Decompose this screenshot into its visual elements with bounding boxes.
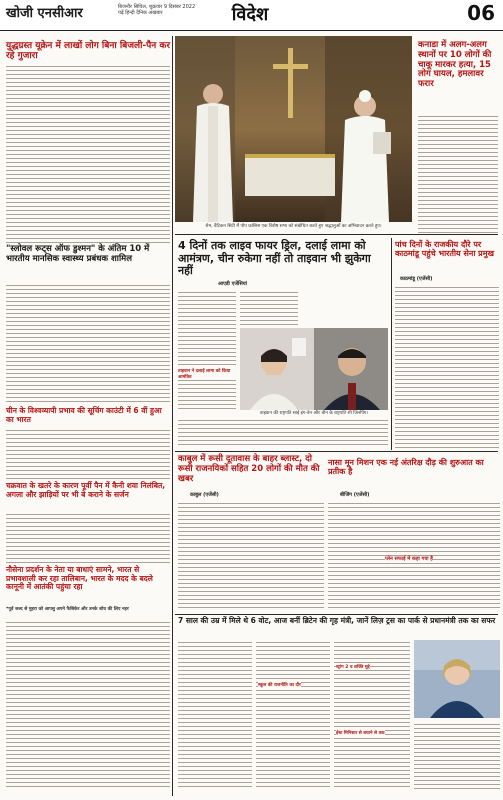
newspaper-brand: खोजी एनसीआर — [6, 6, 83, 21]
truss-body-2 — [256, 640, 330, 790]
truss-photo — [414, 640, 500, 718]
lower-rule — [175, 614, 498, 615]
army-headline: पांच दिनों के राजकीय दौरे पर काठमांडू पहुंचे भारतीय सेना प्रमुख — [395, 240, 495, 259]
story5-body — [6, 620, 170, 790]
kabul-headline: काबुल में रूसी दूतावास के बाहर ब्लास्ट, दो रूसी राजनयिकों सहित 20 लोगों की मौत की खबर — [178, 454, 320, 484]
taiwan-subhead: ताइवान ने दलाई लामा को किया आमंत्रित — [178, 368, 238, 380]
story3-headline: चीन के विश्वव्यापी प्रभाव की सूचिंग काउंटी में 6 वीं हुआ का भारत — [6, 406, 162, 424]
mid-vertical-rule — [391, 238, 392, 450]
army-byline: काठमांडू (एजेंसी) — [400, 276, 433, 282]
mid-rule-2 — [175, 451, 498, 452]
truss-body-3 — [334, 640, 410, 790]
truss-subhead-2: स्ट्रांग 2 व शक्ति मुद्दे — [336, 665, 370, 670]
masthead — [0, 0, 503, 31]
leaders-photo-caption: ताइवान की राष्ट्रपति साई इंग-वेन और चीन के राष्ट्रपति शी जिनपिंग। — [259, 411, 369, 416]
left-body-2 — [6, 283, 170, 405]
pope-photo — [175, 36, 412, 222]
taiwan-byline: आएडी एजेंसियां — [218, 281, 247, 287]
truss-body-1 — [178, 640, 252, 790]
nasa-subhead: प्लेन सफाई में कहा गया है — [385, 556, 433, 562]
truss-body-4 — [414, 722, 500, 790]
story5-headline: नौसेना प्रदर्शन के नेता या बाधाएं सामने, भारत से प्रभावशाली कर रहा तालिबान, भारत के मदद के बदले कानूनी में आतंकी पहुंचा रहा — [6, 565, 153, 592]
left-subhead: "स्लोवल रूट्स ऑफ डुश्मन" के अंतिम 10 में भारतीय मानसिक स्वास्थ्य प्रबंधक शामिल — [6, 244, 150, 264]
truss-photo-image — [414, 640, 500, 718]
taiwan-body-3 — [178, 418, 388, 448]
truss-right-subhead: ईस्ट मिनिस्टर से बचाने से तक — [336, 731, 385, 736]
section-title: विदेश — [231, 4, 269, 25]
left-headline: युद्धग्रस्त यूक्रेन में लाखों लोग बिना बिजली-पैन कर रहे गुजारा — [6, 41, 170, 62]
leaders-photo-image — [240, 328, 388, 410]
story4-headline: चक्रवात के खतरे के कारण पूर्वी पैन में कैनी शवा निलंबित, अगला और झाड़ियों पर भी बे कराने के सर्जन — [6, 481, 166, 499]
left-body-1 — [6, 64, 170, 244]
truss-subhead: स्कूल की राजनीति का दौर — [258, 683, 301, 688]
kabul-byline: काबुल (एजेंसी) — [190, 492, 219, 498]
pope-photo-caption: रोम, वैटिकन सिटी में पोप फ्रांसिस एक विशेष सभा को संबोधित करते हुए श्रद्धालुओं का अभिवादन करते हुए। — [205, 224, 382, 229]
left-column-divider — [172, 36, 173, 796]
kabul-body — [178, 501, 324, 611]
issue-tagline: पढ़ें हिन्दी दैनिक अखबार — [118, 10, 163, 16]
story3-body — [6, 428, 170, 480]
army-body — [395, 285, 499, 448]
canada-headline: कनाडा में अलग-अलग स्थानों पर 10 लोगों की चाकू मारकर हत्या, 15 लोग घायल, हमलावर फरार — [418, 40, 492, 90]
story5-note: *पूर्व जल्द से मुहरा को आपसु अपने फैसिकेर और उनके शोध की लिए नहर — [6, 607, 129, 612]
issue-date: बिजनौर सिविल, शुक्रवार 9 दिसंबर 2022 — [118, 4, 196, 10]
leaders-photo — [240, 328, 388, 410]
taiwan-headline: 4 दिनों तक लाइव फायर ड्रिल, दलाई लामा को आमंत्रण, चीन रुकेगा नहीं तो ताइवान भी झुकेगा नहीं — [178, 239, 371, 278]
story4-body — [6, 512, 170, 564]
canada-body — [418, 114, 498, 234]
taiwan-body-1 — [178, 290, 236, 410]
nasa-byline: बीजिंग (एजेंसी) — [340, 492, 370, 498]
truss-headline: 7 साल की उम्र में मिले थे 6 वोट, आज बनीं ब्रिटेन की गृह मंत्री, जानें लिज़ ट्रस का पार्क से प्रधानमंत्री तक का सफर — [178, 616, 496, 625]
nasa-headline: नासा मून मिशन एक नई अंतरिक्ष दौड़ की शुरुआत का प्रतीक है — [328, 458, 484, 477]
page-number: 06 — [467, 1, 495, 25]
taiwan-body-2 — [240, 290, 298, 326]
pope-photo-image — [175, 36, 412, 222]
mid-rule-1 — [175, 234, 498, 235]
